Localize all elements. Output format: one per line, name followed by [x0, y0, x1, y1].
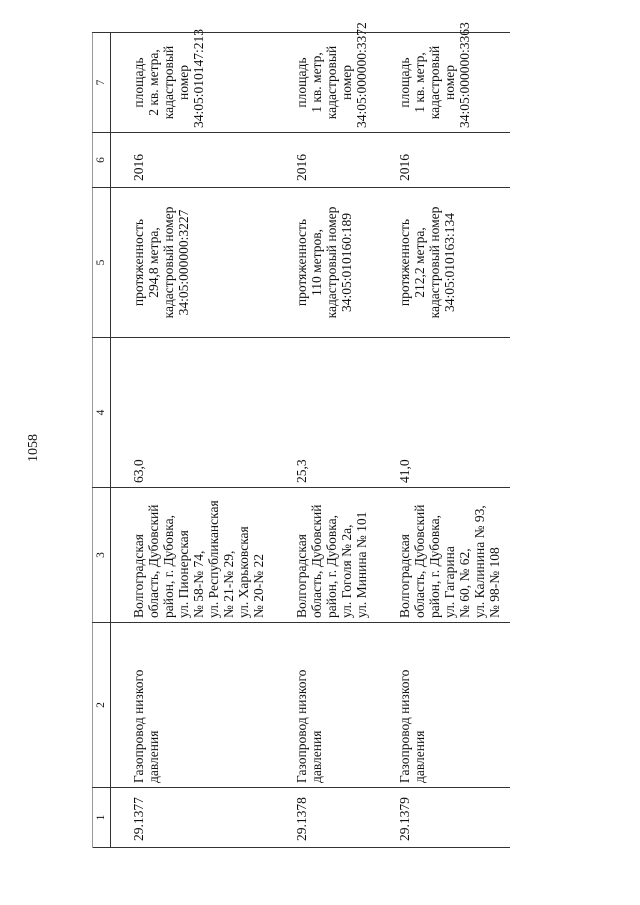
column-header: 1	[93, 788, 111, 848]
column-header: 2	[93, 623, 111, 788]
object-value: 63,0	[111, 338, 275, 488]
object-year: 2016	[274, 133, 377, 188]
object-value: 25,3	[274, 338, 377, 488]
column-header: 4	[93, 338, 111, 488]
object-address: Волгоградская область, Дубовский район, г. Дубовка, ул. Пионерская № 58-№ 74, ул. Республиканская № 21-№ 29, ул. Харьковская № 20-№ 22	[111, 488, 275, 623]
object-length: протяженность 110 метров, кадастровый номер 34:05:010160:189	[274, 188, 377, 338]
object-name: Газопровод низкого давления	[274, 623, 377, 788]
page-number: 1058	[26, 434, 41, 462]
header-row	[93, 33, 111, 848]
object-address: Волгоградская область, Дубовский район, г. Дубовка, ул. Гоголя № 2а, ул. Минина № 101	[274, 488, 377, 623]
table-row	[274, 33, 377, 848]
object-address: Волгоградская область, Дубовский район, г. Дубовка, ул. Гагарина № 60, № 62, ул. Калинина № 93, № 98-№ 108	[377, 488, 510, 623]
column-header: 7	[93, 33, 111, 133]
row-number: 29.1377	[111, 788, 275, 848]
object-length: протяженность 294,8 метра, кадастровый номер 34:05:000000:3227	[111, 188, 275, 338]
object-area: площадь 2 кв. метра, кадастровый номер 34:05:010147:213	[111, 33, 275, 133]
row-number: 29.1378	[274, 788, 377, 848]
table-row	[111, 33, 275, 848]
column-header: 5	[93, 188, 111, 338]
object-area: площадь 1 кв. метр, кадастровый номер 34:05:000000:3372	[274, 33, 377, 133]
column-header: 3	[93, 488, 111, 623]
column-header: 6	[93, 133, 111, 188]
table-row	[377, 33, 510, 848]
object-name: Газопровод низкого давления	[111, 623, 275, 788]
row-number: 29.1379	[377, 788, 510, 848]
object-length: протяженность 212,2 метра, кадастровый номер 34:05:010163:134	[377, 188, 510, 338]
object-year: 2016	[377, 133, 510, 188]
object-year: 2016	[111, 133, 275, 188]
registry-table	[92, 22, 510, 848]
object-value: 41,0	[377, 338, 510, 488]
object-area: площадь 1 кв. метр, кадастровый номер 34:05:000000:3363	[377, 33, 510, 133]
rotated-table-frame	[92, 22, 502, 848]
object-name: Газопровод низкого давления	[377, 623, 510, 788]
